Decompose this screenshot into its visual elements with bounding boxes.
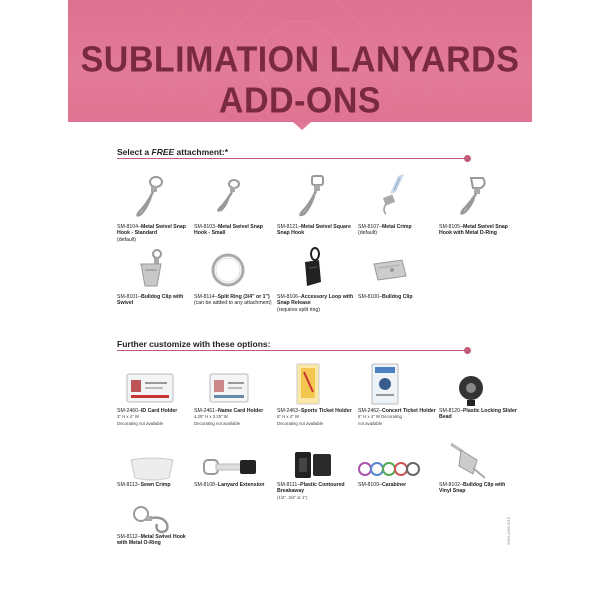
split-ring-icon <box>206 250 250 294</box>
heading-suffix: attachment:* <box>174 147 229 157</box>
option-item-caption: SM-8111–Plastic Contoured Breakaway (1/2", 3/4" or 1") <box>277 482 345 500</box>
bulldog-clip-icon <box>368 248 412 292</box>
option-item-caption: SM-2463–Sports Ticket Holder 8" H x 4" W Decorating not available <box>277 408 352 426</box>
id-card-holder-icon <box>125 370 177 406</box>
carabiner-icon <box>358 460 422 478</box>
free-item-caption: SM-8106–Accessory Loop with Snap Release (requires split ring) <box>277 294 354 313</box>
section1-rule <box>117 158 467 159</box>
option-item-caption: SM-2460–ID Card Holder 3" H x 4" W Decorating not available <box>117 408 178 426</box>
bulldog-vinyl-snap-icon <box>447 440 491 484</box>
swivel-snap-hook-icon <box>125 174 169 218</box>
option-item-caption: SM-8112–Metal Swivel Hook with Metal O-Ring <box>117 534 186 547</box>
free-attachment-heading <box>117 147 228 157</box>
section2-rule <box>117 350 467 351</box>
sewn-crimp-icon <box>127 454 177 484</box>
free-item-caption: SM-8101–Bulldog Clip with Swivel <box>117 294 184 307</box>
concert-ticket-holder-icon <box>370 362 400 406</box>
lanyard-extension-icon <box>202 456 258 478</box>
free-item-caption: SM-8103–Metal Swivel Snap Hook - Small <box>194 224 263 237</box>
free-item-caption: SM-8121–Metal Swivel Square Snap Hook <box>277 224 351 237</box>
free-item-caption: SM-8104–Metal Swivel Snap Hook - Standard (default) <box>117 224 186 243</box>
document-code: 2016-1565 5/16 <box>506 516 511 545</box>
free-item-caption: SM-8105–Metal Swivel Snap Hook with Metal D-Ring <box>439 224 508 237</box>
option-item-caption: SM-2462–Concert Ticket Holder 6" H x 4" W Decorating not available <box>358 408 436 426</box>
metal-crimp-icon <box>370 172 414 216</box>
option-item-caption: SM-8120–Plastic Locking Slider Bead <box>439 408 517 421</box>
banner-title: SUBLIMATION LANYARDS ADD-ONS <box>80 40 520 121</box>
section2-rule-dot <box>464 347 471 354</box>
catalog-page <box>68 0 532 600</box>
accessory-loop-icon <box>287 246 331 290</box>
d-ring-hook-icon <box>447 174 491 218</box>
name-card-holder-icon <box>208 370 252 406</box>
banner-notch <box>293 122 311 130</box>
bulldog-clip-swivel-icon <box>127 248 171 292</box>
square-snap-hook-icon <box>287 174 331 218</box>
breakaway-icon <box>291 450 335 480</box>
heading-free: FREE <box>151 147 175 157</box>
option-item-caption: SM-8113–Sewn Crimp <box>117 482 171 488</box>
section1-rule-dot <box>464 155 471 162</box>
customize-heading: Further customize with these options: <box>117 339 271 349</box>
small-swivel-hook-icon <box>204 176 248 220</box>
sports-ticket-holder-icon <box>295 362 321 406</box>
option-item-caption: SM-2461–Name Card Holder 4.25" H x 3.25" W Decorating not available <box>194 408 264 426</box>
header-banner <box>68 0 532 122</box>
option-item-caption: SM-8102–Bulldog Clip with Vinyl Snap <box>439 482 506 495</box>
free-item-caption: SM-8100–Bulldog Clip <box>358 294 413 300</box>
slider-bead-icon <box>449 368 493 412</box>
heading-prefix: Select a <box>117 147 152 157</box>
option-item-caption: SM-8108–Lanyard Extension <box>194 482 265 488</box>
free-item-caption: SM-8114–Split Ring (3/4" or 1") (can be added to any attachment) <box>194 294 272 307</box>
free-item-caption: SM-8107–Metal Crimp (default) <box>358 224 412 237</box>
option-item-caption: SM-8109–Carabiner <box>358 482 407 488</box>
